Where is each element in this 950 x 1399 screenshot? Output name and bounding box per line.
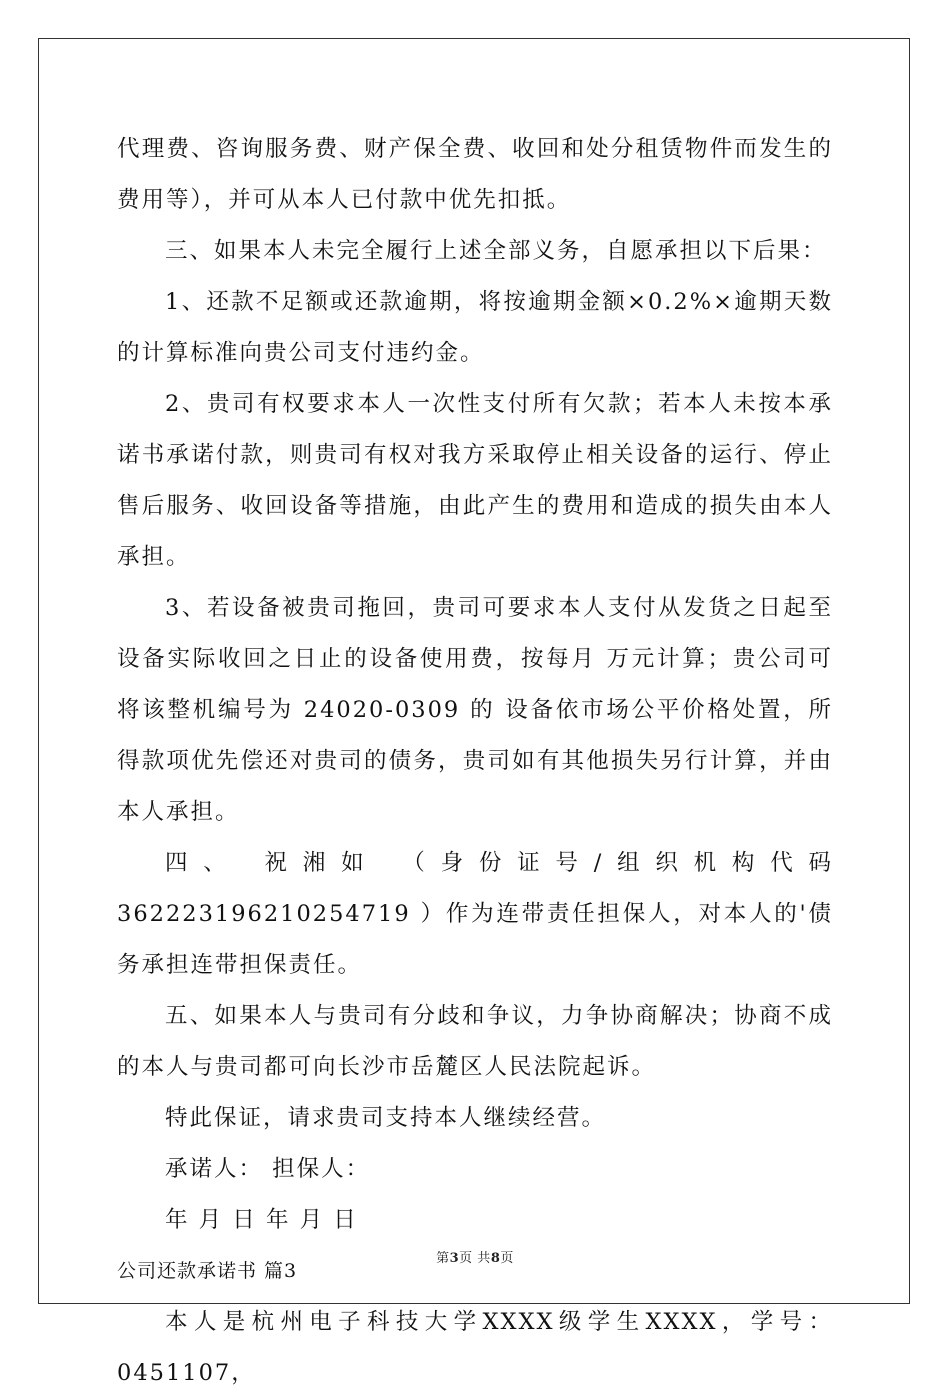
paragraph-dates: 年 月 日 年 月 日 [165,1207,358,1233]
footer-page-number: 3 [449,1251,460,1266]
paragraph-section-four: 四、 祝湘如 （身份证号/组织机构代码 362223196210254719 ）作为连带责任担保人，对本人的'债务承担连带担保责任。 [117,850,833,978]
paragraph-section-three: 三、如果本人未完全履行上述全部义务，自愿承担以下后果： [165,238,827,264]
footer-total-pages: 8 [490,1251,501,1266]
paragraph-guarantee: 特此保证，请求贵司支持本人继续经营。 [165,1105,607,1131]
paragraph-item-one: 1、还款不足额或还款逾期，将按逾期金额×0.2%×逾期天数的计算标准向贵公司支付违约金。 [117,289,833,366]
paragraph-item-two: 2、贵司有权要求本人一次性支付所有欠款；若本人未按本承诺书承诺付款，则贵司有权对我方采取停止相关设备的运行、停止售后服务、收回设备等措施，由此产生的费用和造成的损失由本人承担。 [117,391,833,570]
document-body [117,124,833,1399]
paragraph-item-three: 3、若设备被贵司拖回，贵司可要求本人支付从发货之日起至设备实际收回之日止的设备使用费，按每月 万元计算；贵公司可将该整机编号为 24020-0309 的 设备依市场公平价格处置，所得款项优先偿还对贵司的债务，贵司如有其他损失另行计算，并由本人承担。 [117,595,833,825]
paragraph-fees: 代理费、咨询服务费、财产保全费、收回和处分租赁物件而发生的费用等），并可从本人已付款中优先扣抵。 [117,136,833,213]
paragraph-signatories: 承诺人： 担保人： [165,1156,371,1182]
paragraph-student-intro: 本人是杭州电子科技大学XXXX级学生XXXX，学号：0451107， [117,1309,833,1386]
paragraph-section-five: 五、如果本人与贵司有分歧和争议，力争协商解决；协商不成的本人与贵司都可向长沙市岳麓区人民法院起诉。 [117,1003,833,1080]
footer-prefix: 第 [436,1251,450,1266]
footer-suffix: 页 [500,1251,514,1266]
section-heading: 公司还款承诺书 篇3 [117,1260,298,1282]
page-footer [0,1247,950,1266]
footer-mid: 页 共 [459,1251,491,1266]
